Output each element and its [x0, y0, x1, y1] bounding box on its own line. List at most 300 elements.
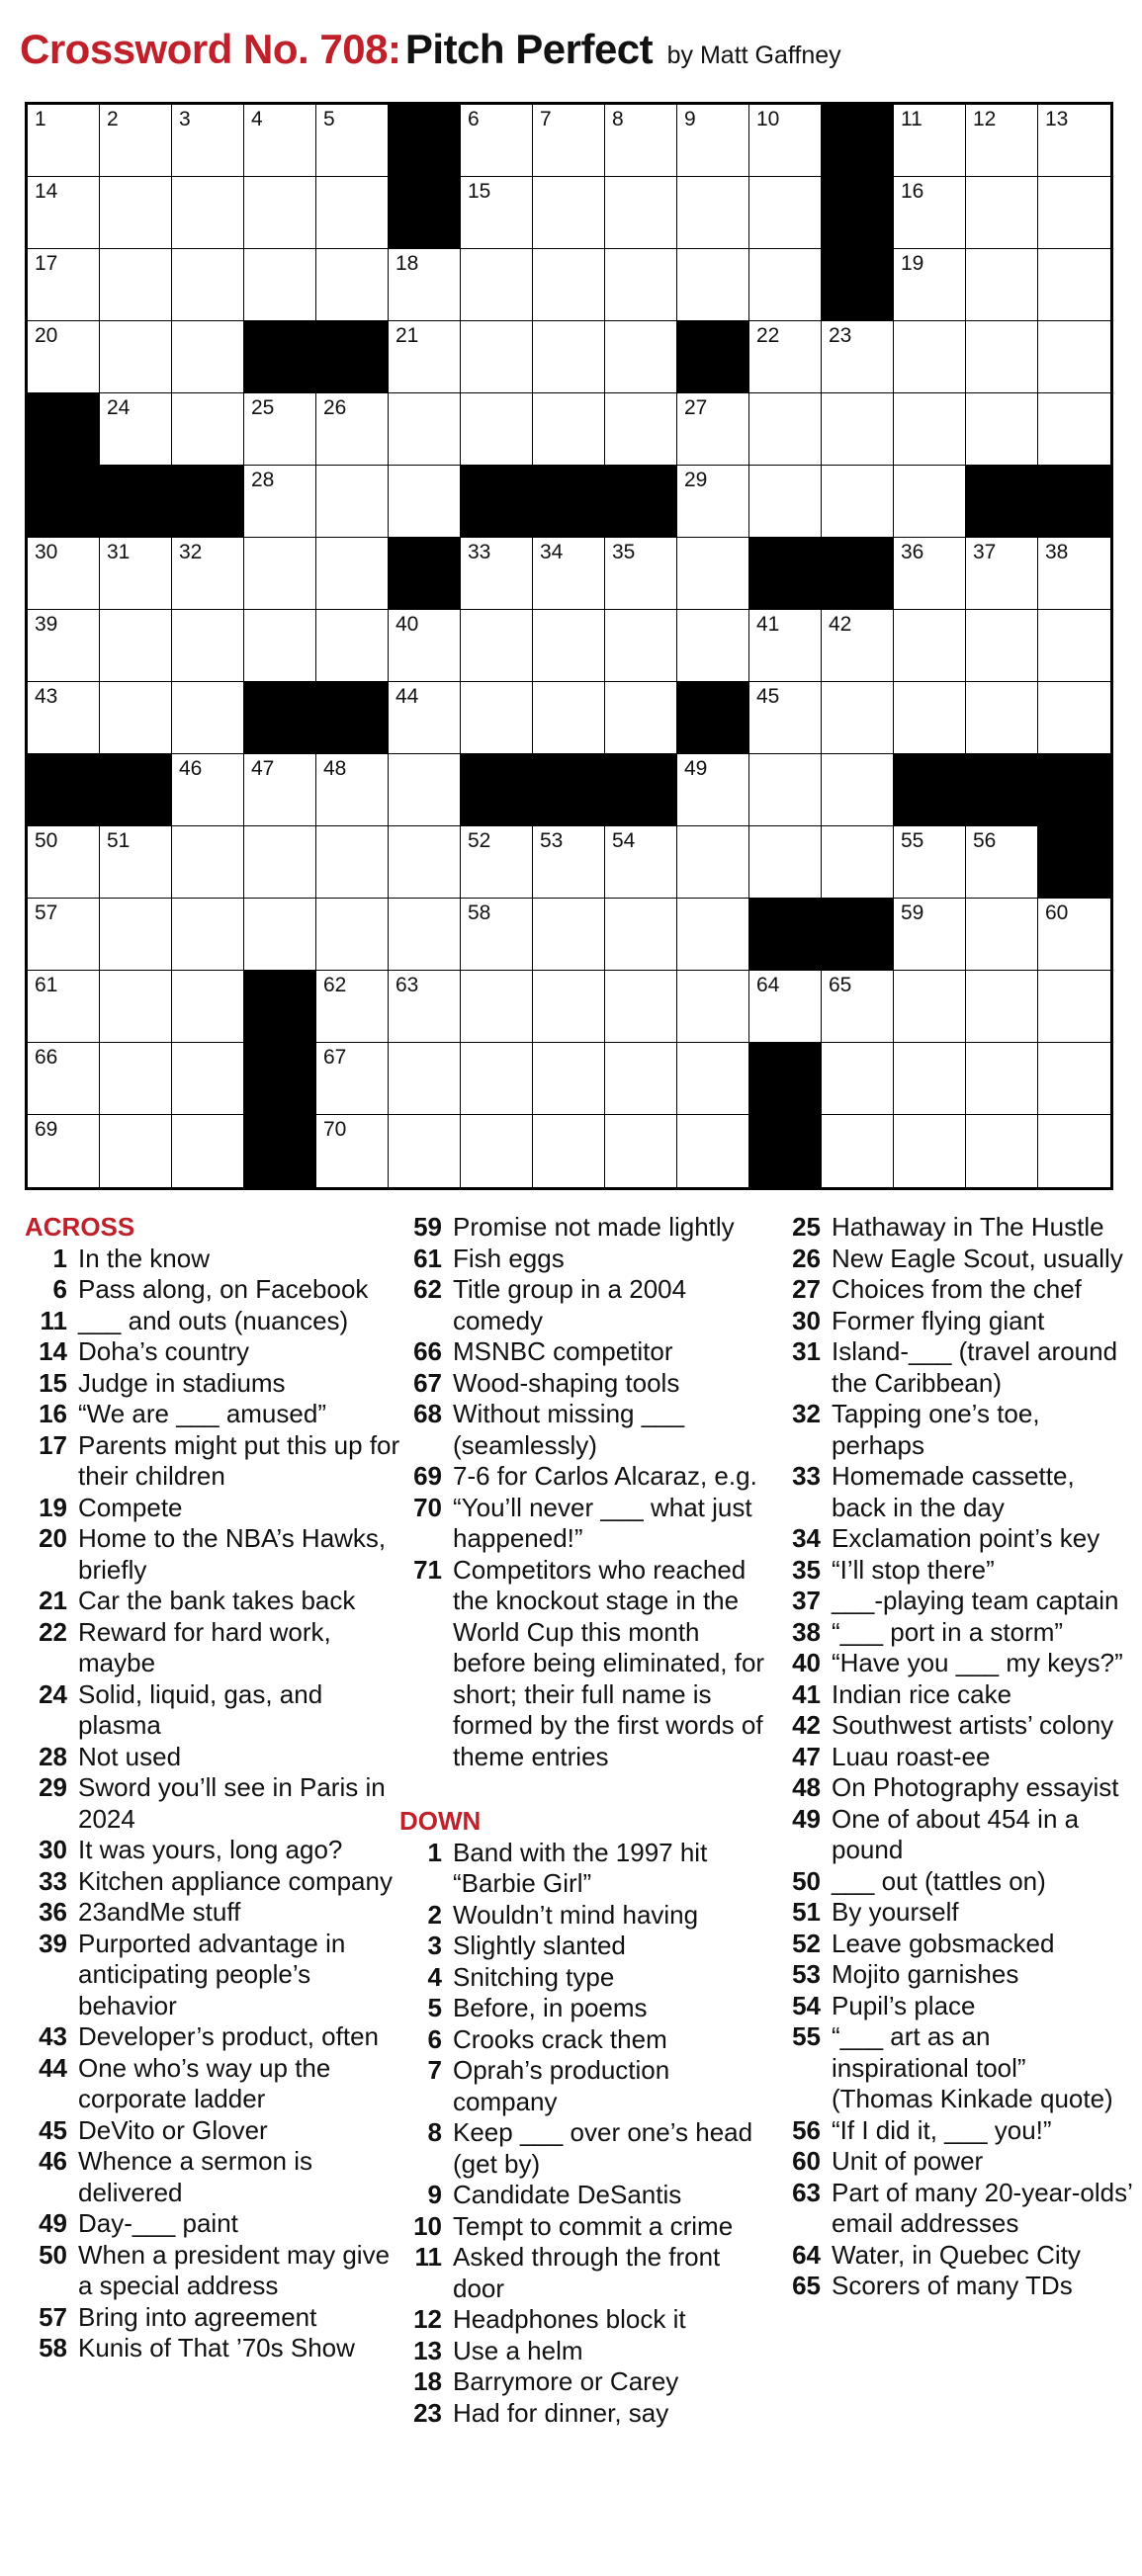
grid-cell[interactable]: [172, 1043, 244, 1115]
black-square: [533, 466, 605, 538]
clue-text: ___ out (tattles on): [832, 1865, 1046, 1896]
grid-cell[interactable]: [28, 249, 100, 321]
clue-number: 64: [792, 2239, 821, 2270]
grid-cell[interactable]: [316, 899, 389, 971]
black-square: [389, 177, 461, 249]
grid-cell[interactable]: [28, 610, 100, 682]
down-clue: [399, 2117, 765, 2180]
grid-cell[interactable]: [894, 971, 966, 1043]
across-clue: [25, 1523, 400, 1586]
grid-cell[interactable]: [677, 754, 749, 826]
grid-cell[interactable]: [389, 321, 461, 393]
black-square: [894, 754, 966, 826]
grid-cell[interactable]: [100, 1115, 172, 1187]
grid-cell[interactable]: [389, 466, 461, 538]
across-clue: [25, 2053, 400, 2115]
grid-cell[interactable]: [677, 249, 749, 321]
clue-text: Judge in stadiums: [78, 1367, 286, 1398]
grid-cell[interactable]: [244, 754, 316, 826]
grid-cell[interactable]: [1038, 393, 1110, 466]
grid-cell[interactable]: [461, 899, 533, 971]
grid-cell[interactable]: [1038, 682, 1110, 754]
across-clue: [25, 1866, 400, 1898]
grid-cell[interactable]: [100, 105, 172, 177]
grid-cell[interactable]: [28, 971, 100, 1043]
grid-cell[interactable]: [894, 249, 966, 321]
grid-cell[interactable]: [749, 754, 822, 826]
clue-text: MSNBC competitor: [453, 1336, 673, 1366]
grid-cell[interactable]: [822, 1115, 894, 1187]
cell-number: 59: [901, 902, 924, 924]
grid-cell[interactable]: [461, 971, 533, 1043]
grid-cell[interactable]: [316, 249, 389, 321]
grid-cell[interactable]: [461, 177, 533, 249]
clue-number: 4: [427, 1961, 442, 1992]
clue-text: Keep ___ over one’s head (get by): [453, 2117, 753, 2179]
black-square: [100, 466, 172, 538]
grid-cell[interactable]: [100, 826, 172, 899]
grid-cell[interactable]: [749, 177, 822, 249]
clue-text: Island-___ (travel around the Caribbean): [832, 1336, 1118, 1398]
grid-cell[interactable]: [100, 393, 172, 466]
grid-cell[interactable]: [28, 1043, 100, 1115]
clue-number: 13: [413, 2335, 442, 2365]
grid-cell[interactable]: [28, 682, 100, 754]
grid-cell[interactable]: [533, 177, 605, 249]
grid-cell[interactable]: [749, 466, 822, 538]
clue-number: 40: [792, 1648, 821, 1677]
grid-cell[interactable]: [749, 393, 822, 466]
grid-cell[interactable]: [677, 610, 749, 682]
grid-cell[interactable]: [966, 1043, 1038, 1115]
clue-text: Kunis of That ’70s Show: [78, 2333, 355, 2362]
grid-cell[interactable]: [677, 899, 749, 971]
across-clue: [25, 1493, 400, 1524]
grid-cell[interactable]: [749, 610, 822, 682]
cell-number: 64: [756, 974, 780, 996]
grid-cell[interactable]: [28, 1115, 100, 1187]
grid-cell[interactable]: [749, 682, 822, 754]
clue-number: 39: [39, 1928, 67, 1958]
across-clue: [25, 2333, 400, 2364]
grid-cell[interactable]: [100, 177, 172, 249]
cell-number: 48: [323, 757, 347, 780]
across-clue: [25, 2021, 400, 2053]
grid-cell[interactable]: [822, 610, 894, 682]
grid-cell[interactable]: [172, 610, 244, 682]
clue-text: Without missing ___ (seamlessly): [453, 1399, 685, 1460]
grid-cell[interactable]: [461, 1043, 533, 1115]
grid-cell[interactable]: [1038, 1043, 1110, 1115]
black-square: [244, 1043, 316, 1115]
grid-cell[interactable]: [677, 1115, 749, 1187]
grid-cell[interactable]: [1038, 321, 1110, 393]
grid-cell[interactable]: [677, 826, 749, 899]
grid-cell[interactable]: [389, 754, 461, 826]
grid-cell[interactable]: [389, 899, 461, 971]
across-clue: [399, 1555, 765, 1773]
grid-cell[interactable]: [244, 105, 316, 177]
grid-cell[interactable]: [894, 393, 966, 466]
grid-cell[interactable]: [894, 610, 966, 682]
clue-number: 32: [792, 1399, 821, 1428]
clue-text: Indian rice cake: [832, 1678, 1012, 1709]
clue-text: “You’ll never ___ what just happened!”: [453, 1492, 752, 1553]
grid-cell[interactable]: [172, 899, 244, 971]
grid-cell[interactable]: [100, 321, 172, 393]
grid-cell[interactable]: [966, 249, 1038, 321]
clue-text: Asked through the front door: [453, 2242, 721, 2303]
clue-text: Had for dinner, say: [453, 2397, 669, 2428]
cell-number: 70: [323, 1118, 347, 1141]
cell-number: 40: [395, 613, 419, 636]
grid-cell[interactable]: [172, 754, 244, 826]
cell-number: 24: [107, 396, 131, 419]
grid-cell[interactable]: [677, 466, 749, 538]
grid-cell[interactable]: [966, 321, 1038, 393]
clue-text: Reward for hard work, maybe: [78, 1616, 331, 1677]
clue-text: Wouldn’t mind having: [453, 1899, 699, 1930]
grid-cell[interactable]: [533, 249, 605, 321]
grid-cell[interactable]: [966, 177, 1038, 249]
clue-text: When a president may give a special address: [78, 2239, 391, 2300]
grid-cell[interactable]: [533, 682, 605, 754]
grid-cell[interactable]: [605, 393, 677, 466]
grid-cell[interactable]: [100, 538, 172, 610]
clue-text: Pupil’s place: [832, 1990, 976, 2020]
grid-cell[interactable]: [749, 971, 822, 1043]
grid-cell[interactable]: [605, 610, 677, 682]
clue-number: 66: [413, 1336, 442, 1366]
grid-cell[interactable]: [316, 538, 389, 610]
grid-cell[interactable]: [1038, 177, 1110, 249]
clue-number: 52: [792, 1928, 821, 1958]
across-clue: [25, 1929, 400, 2022]
grid-cell[interactable]: [677, 971, 749, 1043]
grid-cell[interactable]: [822, 321, 894, 393]
grid-cell[interactable]: [894, 1043, 966, 1115]
cell-number: 19: [901, 252, 924, 275]
grid-cell[interactable]: [1038, 899, 1110, 971]
grid-cell[interactable]: [894, 105, 966, 177]
cell-number: 30: [35, 541, 58, 563]
grid-cell[interactable]: [966, 1115, 1038, 1187]
grid-cell[interactable]: [533, 899, 605, 971]
clue-number: 27: [792, 1274, 821, 1304]
grid-cell[interactable]: [172, 393, 244, 466]
grid-cell[interactable]: [461, 682, 533, 754]
cell-number: 33: [468, 541, 491, 563]
grid-cell[interactable]: [100, 1043, 172, 1115]
grid-cell[interactable]: [605, 1043, 677, 1115]
clue-number: 37: [792, 1586, 821, 1615]
cell-number: 23: [829, 324, 852, 347]
grid-cell[interactable]: [461, 538, 533, 610]
grid-cell[interactable]: [605, 971, 677, 1043]
grid-cell[interactable]: [172, 249, 244, 321]
grid-cell[interactable]: [1038, 538, 1110, 610]
cell-number: 60: [1045, 902, 1069, 924]
down-clue: [778, 2115, 1134, 2147]
black-square: [172, 466, 244, 538]
grid-cell[interactable]: [677, 538, 749, 610]
grid-cell[interactable]: [822, 754, 894, 826]
down-clue: [778, 1710, 1134, 1742]
grid-cell[interactable]: [100, 899, 172, 971]
clue-text: One who’s way up the corporate ladder: [78, 2052, 331, 2113]
grid-cell[interactable]: [172, 682, 244, 754]
grid-cell[interactable]: [461, 249, 533, 321]
grid-cell[interactable]: [1038, 249, 1110, 321]
grid-cell[interactable]: [244, 899, 316, 971]
grid-cell[interactable]: [1038, 610, 1110, 682]
down-clue: [778, 1306, 1134, 1337]
cell-number: 15: [468, 180, 491, 203]
grid-cell[interactable]: [316, 1043, 389, 1115]
clue-number: 12: [413, 2304, 442, 2334]
grid-cell[interactable]: [677, 177, 749, 249]
clue-text: Kitchen appliance company: [78, 1865, 393, 1896]
grid-cell[interactable]: [28, 105, 100, 177]
grid-cell[interactable]: [461, 321, 533, 393]
grid-cell[interactable]: [316, 466, 389, 538]
grid-cell[interactable]: [389, 393, 461, 466]
clue-number: 33: [792, 1461, 821, 1491]
grid-cell[interactable]: [894, 538, 966, 610]
grid-cell[interactable]: [677, 393, 749, 466]
grid-cell[interactable]: [605, 1115, 677, 1187]
cell-number: 36: [901, 541, 924, 563]
clue-column-3: [778, 1212, 1134, 2302]
grid-cell[interactable]: [533, 393, 605, 466]
grid-cell[interactable]: [533, 971, 605, 1043]
grid-cell[interactable]: [389, 249, 461, 321]
grid-cell[interactable]: [100, 249, 172, 321]
grid-cell[interactable]: [244, 249, 316, 321]
cell-number: 5: [323, 108, 335, 130]
grid-cell[interactable]: [894, 1115, 966, 1187]
across-clue: [399, 1274, 765, 1336]
grid-cell[interactable]: [100, 610, 172, 682]
grid-cell[interactable]: [28, 826, 100, 899]
grid-cell[interactable]: [316, 754, 389, 826]
across-clue: [25, 1617, 400, 1679]
across-clue: [399, 1212, 765, 1244]
grid-cell[interactable]: [244, 826, 316, 899]
clue-number: 3: [427, 1931, 442, 1960]
across-clue: [25, 1274, 400, 1306]
grid-cell[interactable]: [389, 971, 461, 1043]
cell-number: 11: [901, 108, 922, 130]
grid-cell[interactable]: [316, 610, 389, 682]
grid-cell[interactable]: [605, 249, 677, 321]
grid-cell[interactable]: [244, 538, 316, 610]
clue-text: Developer’s product, often: [78, 2021, 380, 2051]
grid-cell[interactable]: [894, 682, 966, 754]
down-clue: [778, 1212, 1134, 1244]
grid-cell[interactable]: [172, 177, 244, 249]
clue-text: Leave gobsmacked: [832, 1928, 1055, 1958]
grid-cell[interactable]: [533, 105, 605, 177]
clue-number: 8: [427, 2117, 442, 2147]
cell-number: 35: [612, 541, 636, 563]
grid-cell[interactable]: [749, 826, 822, 899]
grid-cell[interactable]: [749, 105, 822, 177]
cell-number: 61: [35, 974, 58, 996]
grid-cell[interactable]: [533, 826, 605, 899]
grid-cell[interactable]: [894, 899, 966, 971]
grid-cell[interactable]: [1038, 971, 1110, 1043]
grid-cell[interactable]: [533, 538, 605, 610]
grid-cell[interactable]: [822, 682, 894, 754]
grid-cell[interactable]: [894, 826, 966, 899]
grid-cell[interactable]: [389, 610, 461, 682]
grid-cell[interactable]: [822, 826, 894, 899]
clue-text: “I’ll stop there”: [832, 1554, 995, 1585]
cell-number: 25: [251, 396, 275, 419]
grid-cell[interactable]: [894, 177, 966, 249]
grid-cell[interactable]: [172, 538, 244, 610]
clue-text: By yourself: [832, 1897, 959, 1927]
grid-cell[interactable]: [244, 393, 316, 466]
grid-cell[interactable]: [1038, 105, 1110, 177]
grid-cell[interactable]: [822, 393, 894, 466]
grid-cell[interactable]: [605, 105, 677, 177]
grid-cell[interactable]: [966, 971, 1038, 1043]
grid-cell[interactable]: [677, 105, 749, 177]
clue-number: 47: [792, 1741, 821, 1771]
grid-cell[interactable]: [316, 971, 389, 1043]
grid-cell[interactable]: [461, 1115, 533, 1187]
grid-cell[interactable]: [822, 466, 894, 538]
grid-cell[interactable]: [100, 971, 172, 1043]
grid-cell[interactable]: [677, 1043, 749, 1115]
grid-cell[interactable]: [389, 826, 461, 899]
clue-text: Parents might put this up for their children: [78, 1429, 400, 1491]
grid-cell[interactable]: [966, 538, 1038, 610]
across-clue: [25, 2146, 400, 2208]
black-square: [749, 538, 822, 610]
clue-number: 33: [39, 1865, 67, 1896]
grid-cell[interactable]: [605, 538, 677, 610]
clue-number: 49: [39, 2208, 67, 2238]
grid-cell[interactable]: [533, 321, 605, 393]
grid-cell[interactable]: [389, 682, 461, 754]
grid-cell[interactable]: [822, 971, 894, 1043]
clue-number: 62: [413, 1274, 442, 1304]
across-clue: [25, 1772, 400, 1835]
grid-cell[interactable]: [461, 826, 533, 899]
grid-cell[interactable]: [316, 826, 389, 899]
clue-text: Competitors who reached the knockout stage in the World Cup this month before being eliminated, for short; their full name is formed by the first words of theme entries: [453, 1554, 765, 1771]
grid-cell[interactable]: [966, 105, 1038, 177]
clue-number: 16: [39, 1399, 67, 1428]
grid-cell[interactable]: [28, 177, 100, 249]
clue-number: 30: [792, 1305, 821, 1335]
clue-number: 69: [413, 1461, 442, 1491]
grid-cell[interactable]: [894, 321, 966, 393]
grid-cell[interactable]: [389, 1115, 461, 1187]
clue-number: 11: [40, 1305, 67, 1335]
grid-cell[interactable]: [172, 971, 244, 1043]
clue-text: Tempt to commit a crime: [453, 2210, 734, 2241]
clue-number: 14: [39, 1336, 67, 1366]
grid-cell[interactable]: [605, 321, 677, 393]
grid-cell[interactable]: [533, 1043, 605, 1115]
grid-cell[interactable]: [1038, 1115, 1110, 1187]
grid-cell[interactable]: [172, 105, 244, 177]
clue-text: Fish eggs: [453, 1243, 565, 1273]
grid-cell[interactable]: [28, 538, 100, 610]
grid-cell[interactable]: [316, 105, 389, 177]
grid-cell[interactable]: [461, 105, 533, 177]
clue-text: Choices from the chef: [832, 1274, 1082, 1304]
grid-cell[interactable]: [605, 826, 677, 899]
grid-cell[interactable]: [389, 1043, 461, 1115]
grid-cell[interactable]: [172, 1115, 244, 1187]
grid-cell[interactable]: [316, 177, 389, 249]
grid-cell[interactable]: [605, 899, 677, 971]
clue-number: 29: [39, 1772, 67, 1802]
grid-cell[interactable]: [966, 610, 1038, 682]
grid-cell[interactable]: [461, 610, 533, 682]
cell-number: 4: [251, 108, 263, 130]
grid-cell[interactable]: [966, 826, 1038, 899]
grid-cell[interactable]: [244, 466, 316, 538]
clue-number: 56: [792, 2114, 821, 2145]
clue-number: 60: [792, 2146, 821, 2176]
clue-number: 41: [792, 1678, 821, 1709]
cell-number: 32: [179, 541, 203, 563]
grid-cell[interactable]: [605, 682, 677, 754]
down-clue: [399, 2242, 765, 2304]
across-clue: [399, 1461, 765, 1493]
grid-cell[interactable]: [605, 177, 677, 249]
grid-cell[interactable]: [244, 177, 316, 249]
clue-text: Whence a sermon is delivered: [78, 2146, 312, 2207]
grid-cell[interactable]: [533, 1115, 605, 1187]
grid-cell[interactable]: [894, 466, 966, 538]
grid-cell[interactable]: [533, 610, 605, 682]
grid-cell[interactable]: [28, 321, 100, 393]
down-clue: [399, 1838, 765, 1900]
grid-cell[interactable]: [749, 249, 822, 321]
grid-cell[interactable]: [172, 826, 244, 899]
cell-number: 42: [829, 613, 852, 636]
clue-number: 26: [792, 1243, 821, 1273]
grid-cell[interactable]: [316, 1115, 389, 1187]
grid-cell[interactable]: [316, 393, 389, 466]
grid-cell[interactable]: [172, 321, 244, 393]
cell-number: 9: [684, 108, 696, 130]
down-clue: [778, 1523, 1134, 1555]
black-square: [389, 538, 461, 610]
across-clue: [25, 2240, 400, 2302]
grid-cell[interactable]: [966, 899, 1038, 971]
grid-cell[interactable]: [100, 682, 172, 754]
grid-cell[interactable]: [749, 321, 822, 393]
down-clue: [778, 2021, 1134, 2115]
grid-cell[interactable]: [28, 899, 100, 971]
cell-number: 14: [35, 180, 58, 203]
grid-cell[interactable]: [244, 610, 316, 682]
cell-number: 63: [395, 974, 419, 996]
grid-cell[interactable]: [461, 393, 533, 466]
grid-cell[interactable]: [966, 393, 1038, 466]
grid-cell[interactable]: [822, 1043, 894, 1115]
grid-cell[interactable]: [966, 682, 1038, 754]
clue-number: 11: [414, 2242, 442, 2272]
